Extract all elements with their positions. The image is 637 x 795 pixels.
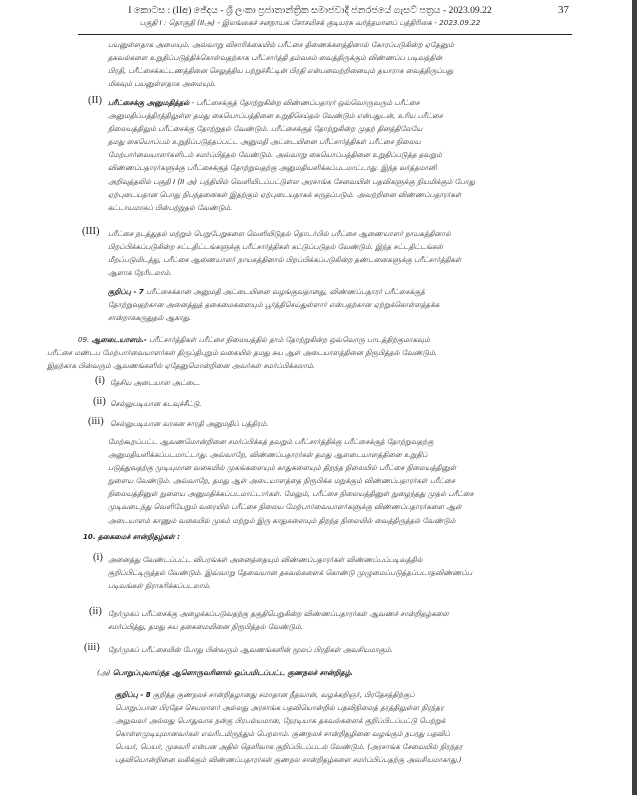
sub-item-a [97,666,353,679]
item-10-i [108,553,578,592]
text-line: சமர்ப்பித்து, தமது சுய தகைமையினை நிரூபித்தல் வேண்டும். [108,622,304,632]
text-line: நிலையத்தினுள் நுளைய அனுமதிக்கப்படமாட்டார்கள். மேலும், பரீட்சை நிலையத்தினுள் நுழைந்தது முதல் பரீட்சை [108,489,474,499]
text-line: பரீட்சை மண்டப மேற்பார்வையாளர்கள் திருப்திபுறும் வகையில் தமது சுய ஆள் அடையாளத்தினை நிரூபித்தல் வேண்டும். [47,348,437,358]
text-line: 09. ஆளடையாளம்.- பரீட்சார்த்திகள் பரீட்சை நிலையத்தில் தாம் தோற்றுகின்ற ஒவ்வொரு பாடத்திற்குமாகவும் [78,335,430,344]
section-10-heading: 10. தகைமைச் சான்றிதழ்கள் : [83,532,180,541]
item-10-i-number: (i) [93,552,103,563]
text-line: பதவியொன்றினை வகிக்கும் விண்ணப்பதாரர்கள் குணநல சான்றிதழ்களை சமர்ப்பிப்பதற்கு அவசியமாகாது.) [115,755,462,765]
text-line: நுளைய வேண்டும். அவ்வாறே, தமது ஆள் அடையாளத்தை நிரூபிக்க மறுக்கும் விண்ணப்பதாரர்கள் பரீட்சை [108,476,456,486]
section-09-heading: ஆளடையாளம்.- [91,335,147,344]
item-09-iii-number: (iii) [88,416,104,427]
text-line: அனைத்து வேண்டப்பட்ட விபரங்கள் அனைத்தையும் விண்ணப்பதாரர்கள் விண்ணப்பப்படிவத்தில் [108,555,423,564]
text-line: அறிவுத்தலில் பகுதி I (II அ) பந்தியில் வெளியிடப்பட்டுள்ள அரசாங்க சேவையின் பதவிகளுக்கு நியமிக்கும் போது [108,176,475,186]
text-line: நேர்முகப் பரீட்சைக்கு அழைக்கப்படுவதற்கு தகுதிபெறுகின்ற விண்ணப்பதாரர்கள் ஆவணச் சான்றிதழ்களை [108,609,449,618]
text-line: பரீட்சை நடத்துதல் மற்றும் பெறுபேறுகளை வெளியிடுதல் தொடர்பில் பரீட்சை ஆணையாளர் நாயகத்தினால் [108,229,452,238]
section-09 [47,333,578,372]
item-10-ii-number: (ii) [89,606,102,617]
section-09-paragraph [108,435,578,527]
section-II-number: (II) [88,95,102,106]
section-III [108,227,578,279]
text-line: முடிவடைந்து வெளியேறும் வரையில் பரீட்சை நிலைய மேற்பார்வையாளர்களுக்கு விண்ணப்பதாரர்களை ஆள் [108,502,462,512]
header-divider [78,34,572,35]
text-line: கொள்ளமுடியுமானவர்கள் எவரிடமிருந்தும் பெறலாம். குணநலச் சான்றிதழினை வழங்கும் நபரது பதவிப் [115,729,450,739]
item-10-iii-number: (iii) [84,642,100,653]
text-line: தகவல்களை உறுதிப்படுத்திக்கொள்வதற்காக பரீட்சார்த்தி தம்வசம் வைத்திருக்கும் விண்ணப்ப படிவத்தின் [108,53,443,63]
text-line: படிவங்கள் நிராகரிக்கப்படலாம். [108,581,211,591]
text-line: மேற்கூறப்பட்ட ஆவணமொன்றினை சமர்ப்பிக்கத் தவறும் பரீட்சார்த்திக்கு பரீட்சைக்குத் தோற்றுவதற்கு [108,437,434,446]
item-09-i: தேசிய அடையாள அட்டை. [110,378,201,387]
section-II-heading: பரீட்சைக்கு அனுமதித்தல் [108,98,190,107]
note-7 [108,285,578,324]
item-09-i-number: (i) [95,375,105,386]
text-line: ஆளாக நேரிடலாம். [108,268,172,278]
note-7-label: குறிப்பு - 7 [108,287,144,296]
text-line: அனுமதிப்பத்திரத்திலுள்ள தமது கையொப்பத்தினை உறுதிசெய்தல் வேண்டும் என்பதுடன், உரிய பரீட்சை [108,111,443,121]
text-line: மீறப்படுமிடத்து, பரீட்சை ஆணையாளர் நாயகத்தினால் பிறப்பிக்கப்படுகின்ற தண்டனைகளுக்கு பரீட்சார்த்திகள் [108,255,462,265]
header-sinhala: I කොටස : (IIඅ) ඡේදය - ශ්‍රී ලංකා ප්‍රජාතාන්ත්‍රික සමාජවාදී ජනරජයේ ගැසට් පත්‍රය - 2023.09.22 [128,5,492,16]
text-line: அடையாளம் காணும் வகையில் முகம் மற்றும் இரு காதுகளையும் திறந்த நிலையில் வைத்திருத்தல் வேண்டும் [108,515,456,525]
text-line: சான்றாககருதுதல் ஆகாது. [108,313,192,323]
text-line: பொறுப்பான பிரதேச செயலாளர் அல்லது அரசாங்க பதவியொன்றில் பதவிநிலைத் தரத்திலுள்ள நிரந்தர [115,703,444,713]
section-09-number: 09. [78,335,90,344]
note-8 [115,688,577,767]
sub-item-a-heading: பொறுப்புவாய்ந்த ஆளொருவரினால் ஒப்பமிடப்பட்ட குணநலச் சான்றிதழ். [112,668,354,677]
text-line: இதற்காக பின்வரும் ஆவணங்களில் ஏதேனுமொன்றினை அவர்கள் சமர்ப்பிக்கலாம். [47,361,316,371]
text-line: குறிப்பிட்டிருத்தல் வேண்டும். இவ்வாறு தேவையான தகவல்களைக் கொண்டு முழுமைப்படுத்தப்படாதவிண்ணப்ப [108,568,473,578]
text-line: பெயர், பெயர், முகவரி என்பன அதில் தெளிவாக குறிப்பிடப்படல் வேண்டும். (அரசாங்க சேவையில் நிரந்தர [115,742,463,752]
text-line: மேற்பார்வையாளர்களிடம் சமர்ப்பித்தல் வேண்டும். அவ்வாறு கையொப்பத்தினை உறுதிப்படுத்த தவறும் [108,150,442,160]
section-II [108,96,578,214]
text-line: தோற்றுவதற்கான அனைத்துத் தகைமைகளையும் பூர்த்திசெய்துள்ளார் என்பதற்கான ஏற்றுக்கொள்ளத்தக்க [108,300,440,310]
text-line: பயனுள்ளதாக அமையும். அவ்வாறு விசாரிக்கையில் பரீட்சை திணைக்களத்தினால் கோரப்படுகின்ற ஏதேனும் [108,40,454,49]
text-line: விண்ணப்பதாரர்களுக்கு பரீட்சைக்குத் தோற்றுவதற்கு அனுமதியளிக்கப்படமாட்டாது. இந்த வர்த்தமானி [108,163,437,173]
item-10-ii [108,607,578,633]
text-line: பிரதி, பரீட்சைக்கட்டணத்தினை செலுத்திய பற்றுச்சீட்டின் பிரதி என்பனவற்றினையும் தயாராக வைத்திருப்பது [108,66,454,76]
header-tamil: பகுதி I : தொகுதி (IIஅ) - இலங்கைச் சனநாயக சோசலிசக் குடியரசு வர்த்தமானப் பத்திரிகை - 2023.09.22 [139,18,481,27]
text-line: படுத்துவதற்கு முடியுமான வகையில் முகங்களையும் காதுகளையும் திறந்த நிலையில் பரீட்சை நிலையத்தினுள் [108,463,457,473]
text-line: பரீட்சைக்கு அனுமதித்தல் - பரீட்சைக்குத் தோற்றுகின்ற விண்ணப்பதாரர் ஒவ்வொருவரும் பரீட்சை [108,98,420,107]
text-line: நிலையத்திலும் பரீட்சைக்கு தோற்றுதல் வேண்டும். பரீட்சைக்குத் தோற்றுகின்ற முதற் தினத்திலேயே [108,124,423,134]
text-line: கட்டாயமாகப் பின்பற்றுதல் வேண்டும். [108,202,233,212]
text-line: குறிப்பு - 8 குறித்த குணநலச் சான்றிதழானது சமாதான நீதவான், வழக்கறிஞர், பிரதேசத்திற்குப் [115,690,415,699]
item-09-ii: செல்லுபடியான கடவுச்சீட்டு. [110,399,202,408]
text-line: அலுவலர் அல்லது பொதுவாக நன்கு பிரபல்யமான, நேரடியாக தகவல்களைக் குறிப்பிடப்பட்டு பெற்றுக் [115,716,446,726]
section-III-number: (III) [82,226,100,237]
text-line: மிகவும் பயனுள்ளதாக அமையும். [108,79,217,89]
text-line: பிறப்பிக்கப்படுகின்ற சட்டதிட்டங்களுக்கு பரீட்சார்த்திகள் கட்டுப்படுதல் வேண்டும். இந்த சட்டதிட்டங்கள் [108,242,443,252]
text-line: தமது கையொப்பம் உறுதிப்படுத்தப்பட்ட அனுமதி அட்டையினை பரீட்சார்த்திகள் பரீட்சை நிலைய [108,137,421,147]
text-line: ஏற்புடையதான பொது நிபந்தனைகள் இதற்கும் ஏற்புடையதாகக் கருதப்படும். அவற்றினை விண்ணப்பதாரர்கள் [108,189,462,199]
text-line: குறிப்பு - 7 பரீட்சைக்கான அனுமதி அட்டையினை வழங்குவதானது, விண்ணப்பதாரர் பரீட்சைக்குத் [108,287,425,296]
page-number: 37 [558,4,569,16]
note-8-label: குறிப்பு - 8 [115,690,151,699]
sub-item-a-marker: (அ) [97,668,111,677]
viewer-scrollbar-edge[interactable] [632,0,637,795]
item-10-iii: நேர்முகப் பரீட்சையின் போது பின்வரும் ஆவணங்களின் மூலப் பிரதிகள் அவசியமாகும். [108,645,393,654]
item-09-ii-number: (ii) [93,396,106,407]
item-09-iii: செல்லுபடியான வாகன சாரதி அனுமதிப் பத்திரம். [110,419,269,428]
intro-paragraph [108,38,578,90]
text-line: அனுமதியளிக்கப்படமாட்டாது. அவ்வாறே, விண்ணப்பதாரர்கள் தமது ஆளடையாளத்தினை உறுதிப் [108,450,428,460]
